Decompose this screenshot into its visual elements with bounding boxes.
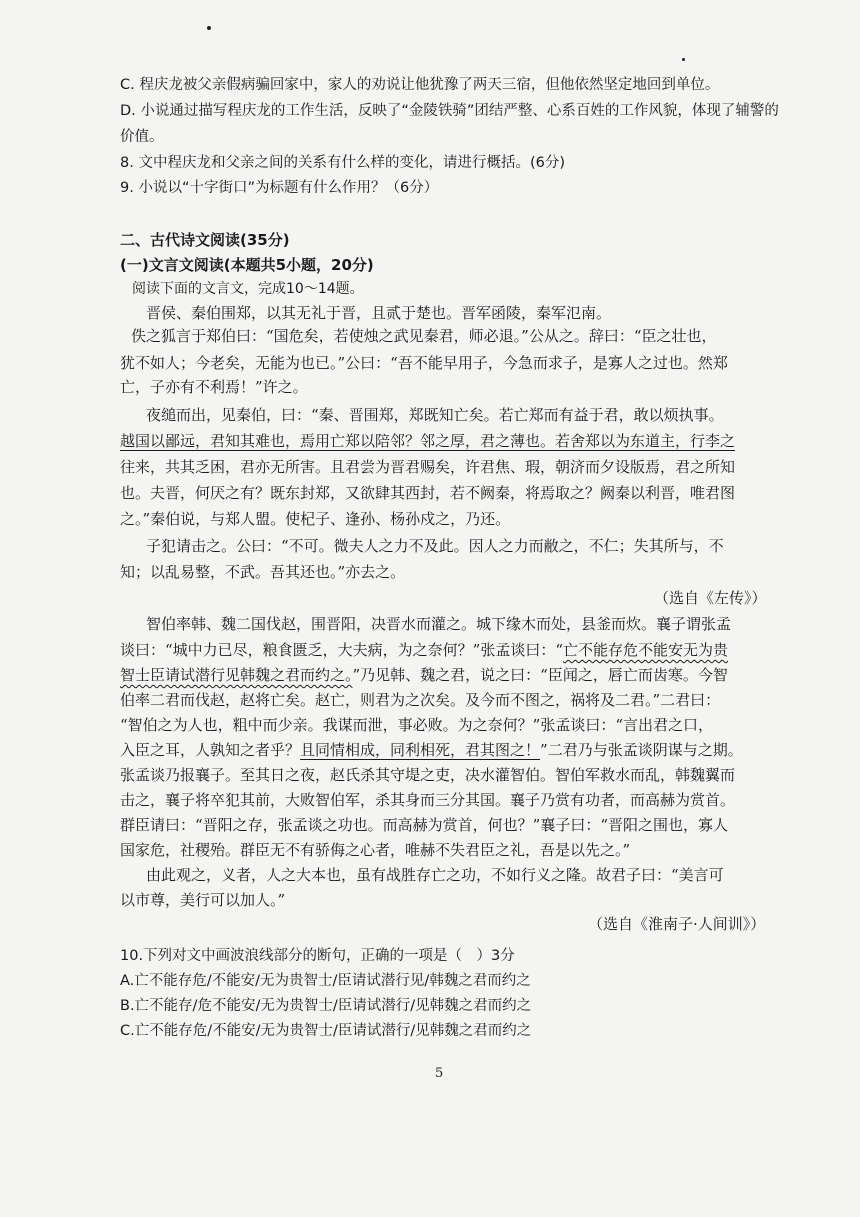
option-d-line2: 价值。 [120, 129, 164, 145]
passage1-line: 佚之狐言于郑伯曰：“国危矣，若使烛之武见秦君，师必退。”公从之。辞曰：“臣之壮也， [131, 327, 717, 345]
passage2-line [120, 740, 743, 760]
question-9: 9. 小说以“十字街口”为标题有什么作用？（6分） [120, 180, 439, 196]
wavy-underlined-text: 亡不能存危不能安无为贵 [563, 641, 729, 659]
passage1-line-underlined: 越国以鄙远，君知其难也，焉用亡郑以陪邻？邻之厚，君之薄也。若舍郑以为东道主，行李之 [120, 432, 736, 450]
passage2-source: （选自《淮南子·人间训》） [588, 915, 766, 933]
passage1-line: 犹不如人；今老矣，无能为也已。”公曰：“吾不能早用子，今急而求子，是寡人之过也。然郑 [120, 354, 728, 372]
passage2-text: 谈曰：“城中力已尽，粮食匮乏，大夫病，为之奈何？”张孟谈曰：“ [120, 641, 564, 659]
question-8: 8. 文中程庆龙和父亲之间的关系有什么样的变化，请进行概括。(6分) [120, 155, 565, 171]
q10-option-c: C.亡不能存危/不能安/无为贵智士/臣请试潜行/见韩魏之君而约之 [120, 1023, 532, 1039]
passage2-line: 由此观之，义者，人之大本也，虽有战胜存亡之功，不如行义之隆。故君子曰：“美言可 [146, 866, 724, 884]
passage2-line: “智伯之为人也，粗中而少亲。我谋而泄，事必败。为之奈何？”张孟谈曰：“言出君之口， [120, 716, 714, 734]
passage2-line [120, 665, 728, 685]
passage1-line: 也。夫晋，何厌之有？既东封郑，又欲肆其西封，若不阙秦，将焉取之？阙秦以利晋，唯君图 [120, 484, 736, 502]
passage2-line: 伯率二君而伐赵，赵将亡矣。赵亡，则君为之次矣。及今而不图之，祸将及二君。”二君曰： [120, 691, 721, 709]
passage2-line: 张孟谈乃报襄子。至其日之夜，赵氏杀其守堤之吏，决水灌智伯。智伯军救水而乱，韩魏翼而 [120, 766, 736, 784]
passage1-line: 之。”秦伯说，与郑人盟。使杞子、逢孙、杨孙戍之，乃还。 [120, 510, 511, 528]
scan-speck [207, 26, 211, 30]
passage1-line: 知；以乱易整，不武。吾其还也。”亦去之。 [120, 563, 406, 581]
reading-instruction: 阅读下面的文言文，完成10～14题。 [132, 281, 364, 297]
passage1-line: 子犯请击之。公曰：“不可。微夫人之力不及此。因人之力而敝之，不仁；失其所与，不 [146, 537, 724, 555]
question-10: 10.下列对文中画波浪线部分的断句，正确的一项是（ ）3分 [120, 948, 515, 964]
page-number: 5 [435, 1066, 444, 1081]
passage2-text: ”二君乃与张孟谈阴谋与之期。 [540, 741, 743, 759]
passage1-line: 晋侯、秦伯围郑，以其无礼于晋，且贰于楚也。晋军函陵，秦军氾南。 [146, 304, 612, 322]
q10-option-a: A.亡不能存危/不能安/无为贵智士/臣请试潜行见/韩魏之君而约之 [120, 973, 531, 989]
passage2-line: 智伯率韩、魏二国伐赵，围晋阳，决晋水而灌之。城下缘木而处，县釜而炊。襄子谓张孟 [146, 615, 732, 633]
passage2-line [120, 640, 728, 660]
subsection-title: (一)文言文阅读(本题共5小题，20分) [120, 256, 374, 274]
passage2-line: 以市尊，美行可以加人。” [120, 891, 286, 909]
passage1-line: 亡，子亦有不利焉！”许之。 [120, 378, 308, 396]
passage2-line: 击之，襄子将卒犯其前，大败智伯军，杀其身而三分其国。襄子乃赏有功者，而高赫为赏首。 [120, 791, 736, 809]
wavy-underlined-text: 智士臣请试潜行见韩魏之君而约之。 [120, 666, 353, 684]
section-title: 二、古代诗文阅读(35分) [120, 231, 290, 249]
q10-option-b: B.亡不能存/危不能安/无为贵智士/臣请试潜行/见韩魏之君而约之 [120, 998, 532, 1014]
passage2-line: 国家危，社稷殆。群臣无不有骄侮之心者，唯赫不失君臣之礼，吾是以先之。” [120, 841, 631, 859]
underlined-text: 且同情相成，同利相死，君其图之！ [300, 741, 541, 759]
passage2-line: 群臣请曰：“晋阳之存，张孟谈之功也。而高赫为赏首，何也？”襄子曰：“晋阳之围也，寡人 [120, 816, 729, 834]
scan-speck [682, 58, 685, 61]
passage1-line: 夜缒而出，见秦伯，曰：“秦、晋围郑，郑既知亡矣。若亡郑而有益于君，敢以烦执事。 [146, 406, 724, 424]
passage2-text: 入臣之耳，人孰知之者乎？ [120, 741, 301, 759]
option-d-line1: D. 小说通过描写程庆龙的工作生活，反映了“金陵铁骑”团结严整、心系百姓的工作风貌，体现了辅警的 [120, 103, 779, 119]
option-c: C. 程庆龙被父亲假病骗回家中，家人的劝说让他犹豫了两天三宿，但他依然坚定地回到单位。 [120, 77, 720, 93]
passage2-text: ”乃见韩、魏之君，说之曰：“臣闻之，唇亡而齿寒。今智 [352, 666, 728, 684]
passage1-source: （选自《左传》） [654, 589, 767, 607]
passage1-line: 往来，共其乏困，君亦无所害。且君尝为晋君赐矣，许君焦、瑕，朝济而夕设版焉，君之所知 [120, 458, 736, 476]
